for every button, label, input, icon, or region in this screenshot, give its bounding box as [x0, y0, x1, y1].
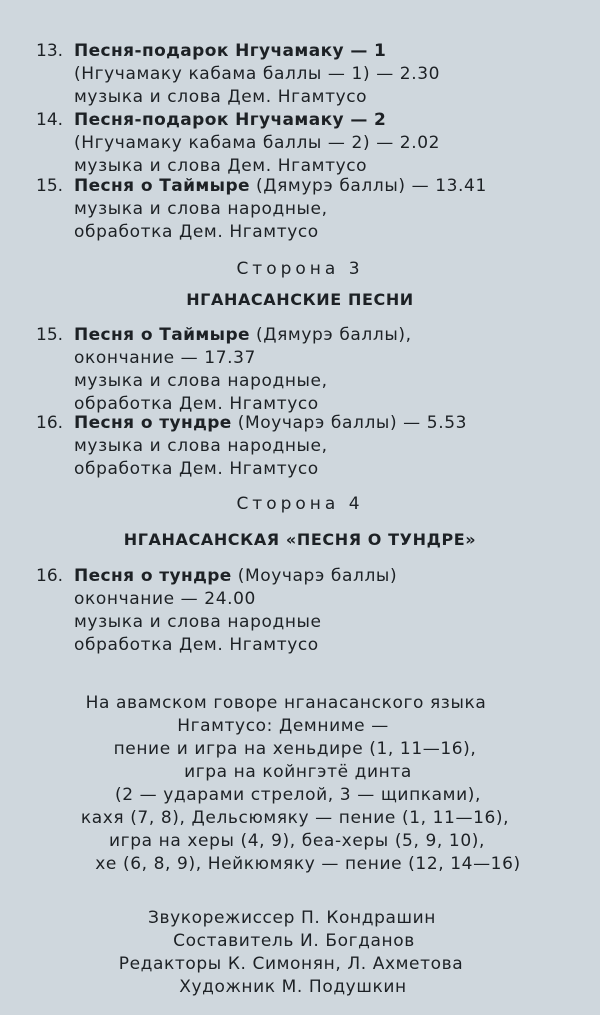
track-title-line	[74, 324, 594, 347]
track-title-line	[74, 565, 594, 588]
performers-line: (2 — ударами стрелой, 3 — щипками),	[115, 785, 481, 805]
side-4-label: Сторона 4	[236, 494, 364, 514]
performers-line: пение и игра на хеньдире (1, 11—16),	[113, 739, 477, 759]
track-detail: музыка и слова народные	[74, 612, 322, 632]
track-title-line	[74, 412, 594, 435]
track-detail: музыка и слова народные,	[74, 199, 328, 219]
performers-line: Нгамтусо: Демниме —	[177, 716, 389, 736]
track-detail: окончание — 17.37	[74, 348, 256, 368]
performers-line: На авамском говоре нганасанского языка	[85, 693, 487, 713]
track-title-line	[74, 40, 594, 63]
track-detail: обработка Дем. Нгамтусо	[74, 394, 319, 414]
track-title: Песня-подарок Нгучамаку — 1	[74, 41, 387, 61]
track-title-rest: (Дямурэ баллы),	[249, 325, 412, 345]
track-detail: (Нгучамаку кабама баллы — 1) — 2.30	[74, 64, 441, 84]
track-detail: музыка и слова Дем. Нгамтусо	[74, 156, 368, 176]
credit-line: Составитель И. Богданов	[173, 931, 415, 951]
track-detail: обработка Дем. Нгамтусо	[74, 459, 319, 479]
track-title: Песня о тундре	[74, 413, 232, 433]
credit-line: Редакторы К. Симонян, Л. Ахметова	[118, 954, 464, 974]
track-number: 14.	[36, 110, 64, 130]
track-detail: музыка и слова народные,	[74, 436, 328, 456]
track-title: Песня о Таймыре	[74, 176, 250, 196]
credit-line: Художник М. Подушкин	[179, 977, 407, 997]
track-title-rest: (Моучарэ баллы) — 5.53	[231, 413, 468, 433]
track-detail: музыка и слова народные,	[74, 371, 328, 391]
track-number: 16.	[36, 566, 64, 586]
side-4-section-title: НГАНАСАНСКАЯ «ПЕСНЯ О ТУНДРЕ»	[123, 530, 477, 549]
track-title: Песня о тундре	[74, 566, 232, 586]
track-number: 15.	[36, 176, 64, 196]
track-title-rest: (Моучарэ баллы)	[231, 566, 398, 586]
track-number: 15.	[36, 325, 64, 345]
track-detail: обработка Дем. Нгамтусо	[74, 635, 319, 655]
performers-line: игра на койнгэтё динта	[184, 762, 412, 782]
track-number: 16.	[36, 413, 64, 433]
performers-line: кахя (7, 8), Дельсюмяку — пение (1, 11—16),	[80, 808, 510, 828]
track-detail: окончание — 24.00	[74, 589, 256, 609]
track-title: Песня о Таймыре	[74, 325, 250, 345]
performers-line: игра на херы (4, 9), беа-херы (5, 9, 10),	[109, 831, 485, 851]
track-title: Песня-подарок Нгучамаку — 2	[74, 110, 387, 130]
track-title-line	[74, 109, 594, 132]
track-detail: музыка и слова Дем. Нгамтусо	[74, 87, 368, 107]
track-number: 13.	[36, 41, 64, 61]
side-3-label: Сторона 3	[236, 259, 364, 279]
track-title-line	[74, 175, 594, 198]
side-3-section-title: НГАНАСАНСКИЕ ПЕСНИ	[186, 290, 414, 309]
track-title-rest: (Дямурэ баллы) — 13.41	[249, 176, 487, 196]
track-detail: обработка Дем. Нгамтусо	[74, 222, 319, 242]
performers-line: хе (6, 8, 9), Нейкюмяку — пение (12, 14—16)	[95, 854, 521, 874]
track-detail: (Нгучамаку кабама баллы — 2) — 2.02	[74, 133, 441, 153]
credit-line: Звукорежиссер П. Кондрашин	[147, 908, 437, 928]
